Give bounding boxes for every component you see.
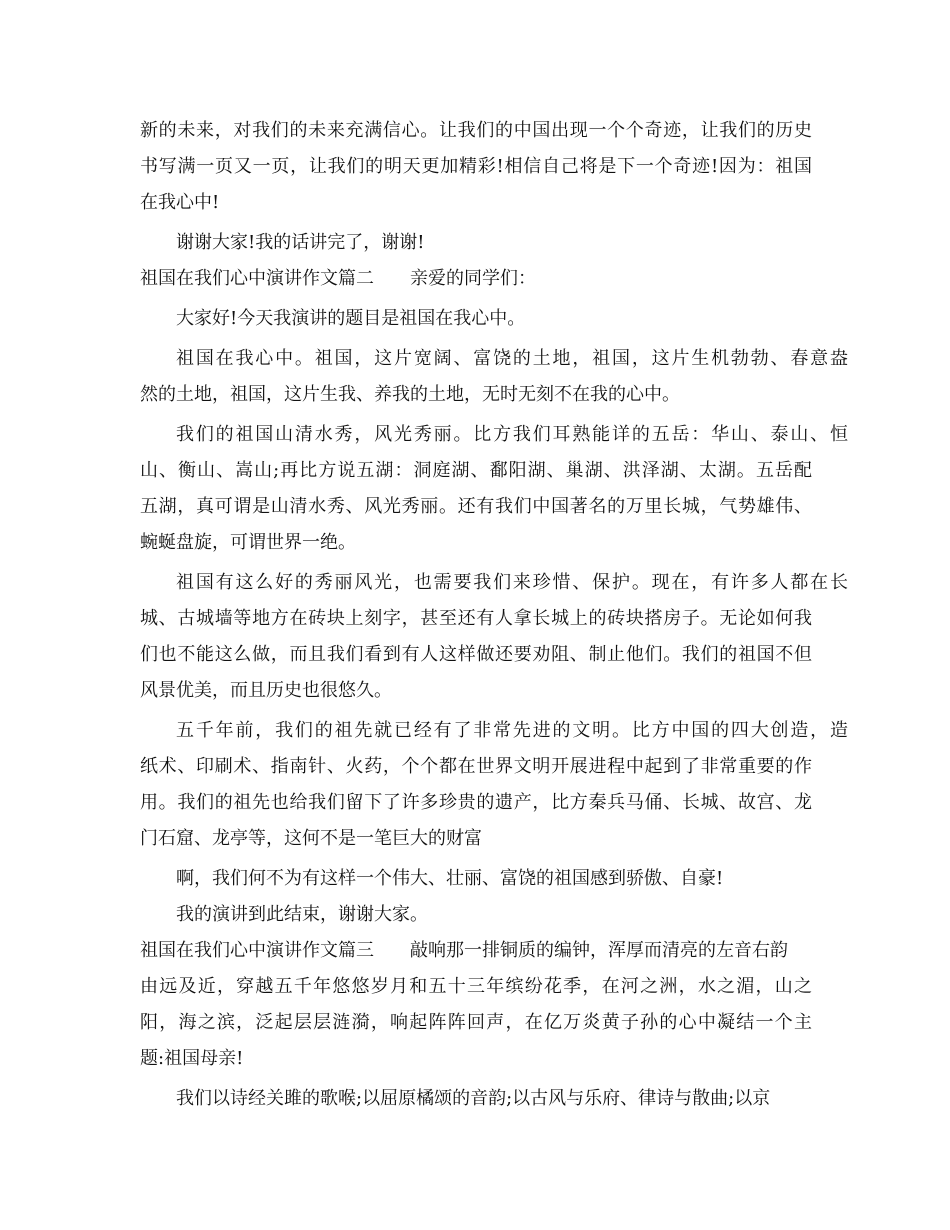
paragraph-line: 五千年前，我们的祖先就已经有了非常先进的文明。比方中国的四大创造，造 xyxy=(176,720,848,741)
paragraph-line: 大家好!今天我演讲的题目是祖国在我心中。 xyxy=(176,308,526,329)
paragraph-line: 纸术、印刷术、指南针、火药，个个都在世界文明开展进程中起到了非常重要的作 xyxy=(140,756,812,777)
paragraph-line: 城、古城墙等地方在砖块上刻字，甚至还有人拿长城上的砖块搭房子。无论如何我 xyxy=(140,608,812,629)
section-title: 祖国在我们心中演讲作文篇二 xyxy=(140,268,374,289)
paragraph-line: 新的未来，对我们的未来充满信心。让我们的中国出现一个个奇迹，让我们的历史 xyxy=(140,120,812,141)
paragraph-line: 阳，海之滨，泛起层层涟漪，响起阵阵回声，在亿万炎黄子孙的心中凝结一个主 xyxy=(140,1012,812,1033)
paragraph-line: 我们的祖国山清水秀，风光秀丽。比方我们耳熟能详的五岳：华山、泰山、恒 xyxy=(176,424,848,445)
paragraph-line: 在我心中! xyxy=(140,192,220,213)
paragraph-line: 风景优美，而且历史也很悠久。 xyxy=(140,680,392,701)
paragraph-line: 啊，我们何不为有这样一个伟大、壮丽、富饶的祖国感到骄傲、自豪! xyxy=(176,868,724,889)
paragraph-line: 祖国有这么好的秀丽风光，也需要我们来珍惜、保护。现在，有许多人都在长 xyxy=(176,572,848,593)
section-opening-text: 敲响那一排铜质的编钟，浑厚而清亮的左音右韵 xyxy=(410,940,788,961)
paragraph-line: 门石窟、龙亭等，这何不是一笔巨大的财富 xyxy=(140,828,482,849)
paragraph-line: 用。我们的祖先也给我们留下了许多珍贵的遗产，比方秦兵马俑、长城、故宫、龙 xyxy=(140,792,812,813)
paragraph-line: 祖国在我心中。祖国，这片宽阔、富饶的土地，祖国，这片生机勃勃、春意盎 xyxy=(176,348,848,369)
paragraph-line: 书写满一页又一页，让我们的明天更加精彩!相信自己将是下一个奇迹!因为：祖国 xyxy=(140,156,812,177)
paragraph-line: 蜿蜒盘旋，可谓世界一绝。 xyxy=(140,532,356,553)
paragraph-line: 由远及近，穿越五千年悠悠岁月和五十三年缤纷花季，在河之洲，水之湄，山之 xyxy=(140,976,812,997)
section-opening-text: 亲爱的同学们： xyxy=(410,268,536,289)
section-heading-three xyxy=(140,936,812,966)
paragraph-line: 们也不能这么做，而且我们看到有人这样做还要劝阻、制止他们。我们的祖国不但 xyxy=(140,644,812,665)
section-title: 祖国在我们心中演讲作文篇三 xyxy=(140,940,374,961)
paragraph-line: 我的演讲到此结束，谢谢大家。 xyxy=(176,904,428,925)
paragraph-line: 题:祖国母亲! xyxy=(140,1048,244,1069)
paragraph-line: 然的土地，祖国，这片生我、养我的土地，无时无刻不在我的心中。 xyxy=(140,384,680,405)
paragraph-line: 山、衡山、嵩山;再比方说五湖：洞庭湖、鄱阳湖、巢湖、洪泽湖、太湖。五岳配 xyxy=(140,460,812,481)
section-heading-two xyxy=(140,264,812,294)
paragraph-line: 五湖，真可谓是山清水秀、风光秀丽。还有我们中国著名的万里长城，气势雄伟、 xyxy=(140,496,812,517)
paragraph-line: 我们以诗经关雎的歌喉;以屈原橘颂的音韵;以古风与乐府、律诗与散曲;以京 xyxy=(176,1088,771,1109)
paragraph-line: 谢谢大家!我的话讲完了，谢谢! xyxy=(176,232,425,253)
